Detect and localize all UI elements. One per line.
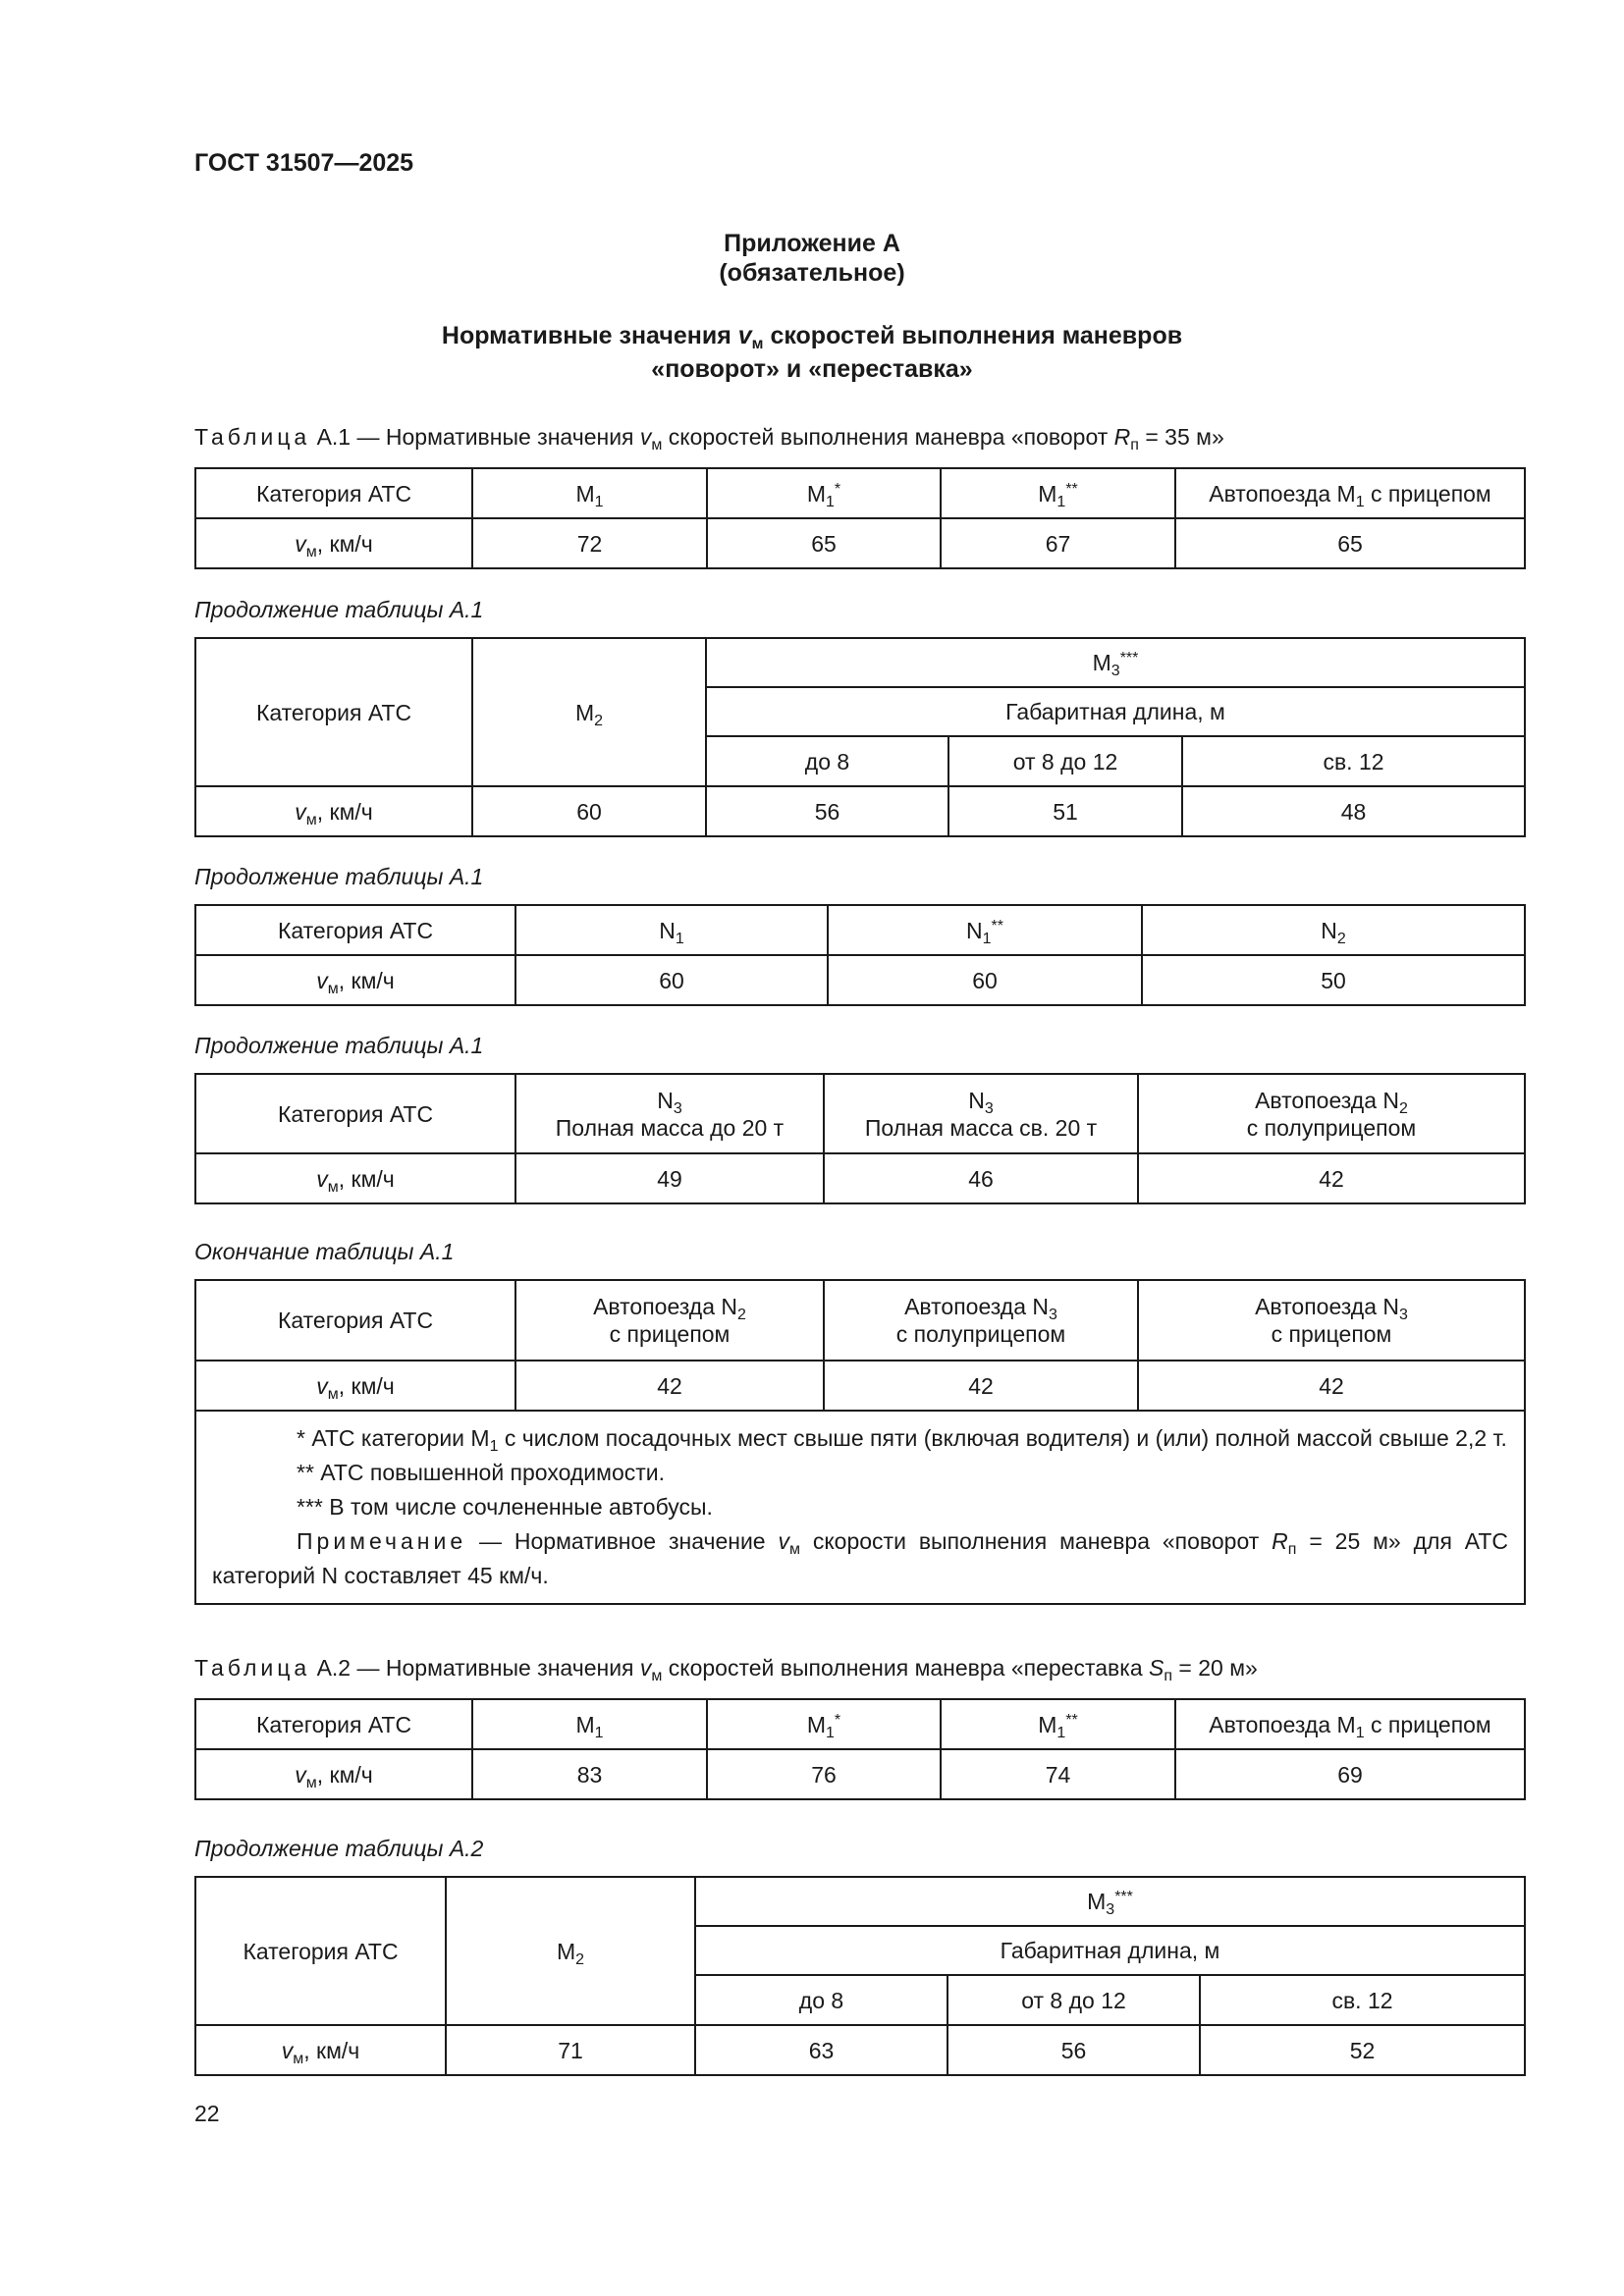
- value-cell: 48: [1182, 786, 1525, 836]
- header-cell: $M_1^{**}$: [941, 1699, 1175, 1749]
- value-cell: 56: [706, 786, 948, 836]
- table-a1-end-label: Окончание таблицы А.1: [194, 1239, 455, 1264]
- header-cell: $M_2$: [472, 638, 706, 786]
- row-label: $v_м$, км/ч: [195, 1153, 515, 1203]
- header-cell: Категория АТС: [195, 1074, 515, 1153]
- header-cell: Автопоезда $M_1$ с прицепом: [1175, 468, 1525, 518]
- document-header: ГОСТ 31507—2025: [194, 149, 414, 177]
- header-cell: Категория АТС: [195, 638, 472, 786]
- header-cell: Категория АТС: [195, 1699, 472, 1749]
- table-a2-continuation-label: Продолжение таблицы А.2: [194, 1836, 484, 1861]
- value-cell: 65: [1175, 518, 1525, 568]
- header-cell: $N_2$: [1142, 905, 1525, 955]
- table-a2-part1: [194, 1698, 1526, 1800]
- header-cell: Категория АТС: [195, 1877, 446, 2025]
- header-cell: Категория АТС: [195, 468, 472, 518]
- value-cell: 42: [1138, 1153, 1525, 1203]
- table-a1-continuation-label: Продолжение таблицы А.1: [194, 1033, 484, 1058]
- table-a1-part1: [194, 467, 1526, 569]
- value-cell: 52: [1200, 2025, 1525, 2075]
- footnote-3: *** В том числе сочлененные автобусы.: [297, 1494, 713, 1520]
- header-cell: $N_1^{**}$: [828, 905, 1142, 955]
- row-label: $v_м$, км/ч: [195, 955, 515, 1005]
- table-a1-caption: Таблица А.1 — Нормативные значения $v_м$ скоростей выполнения маневра «поворот $R_п = 35$ м»: [194, 424, 1224, 454]
- header-cell: Категория АТС: [195, 1280, 515, 1361]
- header-cell: $M_1^*$: [707, 1699, 941, 1749]
- table-note: Примечание — Нормативное значение $v_м$ скорости выполнения маневра «поворот $R_п = 25$ м» для АТС категорий N составляет 45 км/ч.: [212, 1528, 1508, 1588]
- value-cell: 72: [472, 518, 707, 568]
- appendix-heading-line1: Нормативные значения $v_м$ скоростей выполнения маневров: [441, 322, 1183, 352]
- header-cell: до 8: [695, 1975, 947, 2025]
- header-cell: от 8 до 12: [947, 1975, 1200, 2025]
- value-cell: 69: [1175, 1749, 1525, 1799]
- value-cell: 65: [707, 518, 941, 568]
- value-cell: 51: [948, 786, 1182, 836]
- table-a1-continuation-label: Продолжение таблицы А.1: [194, 597, 484, 622]
- value-cell: 60: [515, 955, 828, 1005]
- header-cell: $M_1$: [472, 1699, 707, 1749]
- row-label: $v_м$, км/ч: [195, 786, 472, 836]
- table-a2-caption: Таблица А.2 — Нормативные значения $v_м$ скоростей выполнения маневра «переставка $S_п = 20$ м»: [194, 1655, 1258, 1684]
- header-cell: $M_1$: [472, 468, 707, 518]
- header-cell: $M_3^{***}$: [706, 638, 1525, 687]
- value-cell: 60: [828, 955, 1142, 1005]
- header-cell: $M_3^{***}$: [695, 1877, 1525, 1926]
- row-label: $v_м$, км/ч: [195, 2025, 446, 2075]
- header-cell: $M_1^{**}$: [941, 468, 1175, 518]
- page-number: 22: [194, 2101, 220, 2126]
- header-cell: св. 12: [1182, 736, 1525, 786]
- value-cell: 63: [695, 2025, 947, 2075]
- header-cell: $N_3$ Полная масса св. 20 т: [824, 1074, 1138, 1153]
- header-cell: Автопоезда $M_1$ с прицепом: [1175, 1699, 1525, 1749]
- table-a1-notes: [195, 1411, 1525, 1604]
- header-cell: до 8: [706, 736, 948, 786]
- header-cell: Автопоезда $N_3$ с полуприцепом: [824, 1280, 1138, 1361]
- value-cell: 42: [1138, 1361, 1525, 1411]
- header-cell: $M_2$: [446, 1877, 695, 2025]
- footnote-1: * АТС категории $M_1$ с числом посадочных мест свыше пяти (включая водителя) и (или) полной массой свыше 2,2 т.: [297, 1425, 1507, 1455]
- value-cell: 71: [446, 2025, 695, 2075]
- value-cell: 46: [824, 1153, 1138, 1203]
- table-a1-part2: [194, 637, 1526, 837]
- header-cell: Автопоезда $N_3$ с прицепом: [1138, 1280, 1525, 1361]
- table-a2-part2: [194, 1876, 1526, 2076]
- value-cell: 60: [472, 786, 706, 836]
- value-cell: 42: [824, 1361, 1138, 1411]
- appendix-heading-line2: «поворот» и «переставка»: [651, 355, 973, 383]
- header-cell: Категория АТС: [195, 905, 515, 955]
- header-cell: Автопоезда $N_2$ с полуприцепом: [1138, 1074, 1525, 1153]
- value-cell: 67: [941, 518, 1175, 568]
- header-cell: от 8 до 12: [948, 736, 1182, 786]
- value-cell: 83: [472, 1749, 707, 1799]
- value-cell: 56: [947, 2025, 1200, 2075]
- table-a1-part5: [194, 1279, 1526, 1605]
- header-cell: Автопоезда $N_2$ с прицепом: [515, 1280, 824, 1361]
- row-label: $v_м$, км/ч: [195, 518, 472, 568]
- header-cell: Габаритная длина, м: [706, 687, 1525, 736]
- table-a1-part3: [194, 904, 1526, 1006]
- value-cell: 49: [515, 1153, 824, 1203]
- table-a1-continuation-label: Продолжение таблицы А.1: [194, 864, 484, 889]
- row-label: $v_м$, км/ч: [195, 1361, 515, 1411]
- row-label: $v_м$, км/ч: [195, 1749, 472, 1799]
- header-cell: св. 12: [1200, 1975, 1525, 2025]
- appendix-title: Приложение А: [724, 230, 900, 257]
- footnote-2: ** АТС повышенной проходимости.: [297, 1460, 666, 1485]
- value-cell: 74: [941, 1749, 1175, 1799]
- appendix-status: (обязательное): [719, 259, 905, 287]
- header-cell: $N_1$: [515, 905, 828, 955]
- table-a1-part4: [194, 1073, 1526, 1204]
- header-cell: $N_3$ Полная масса до 20 т: [515, 1074, 824, 1153]
- header-cell: $M_1^*$: [707, 468, 941, 518]
- value-cell: 50: [1142, 955, 1525, 1005]
- header-cell: Габаритная длина, м: [695, 1926, 1525, 1975]
- value-cell: 42: [515, 1361, 824, 1411]
- value-cell: 76: [707, 1749, 941, 1799]
